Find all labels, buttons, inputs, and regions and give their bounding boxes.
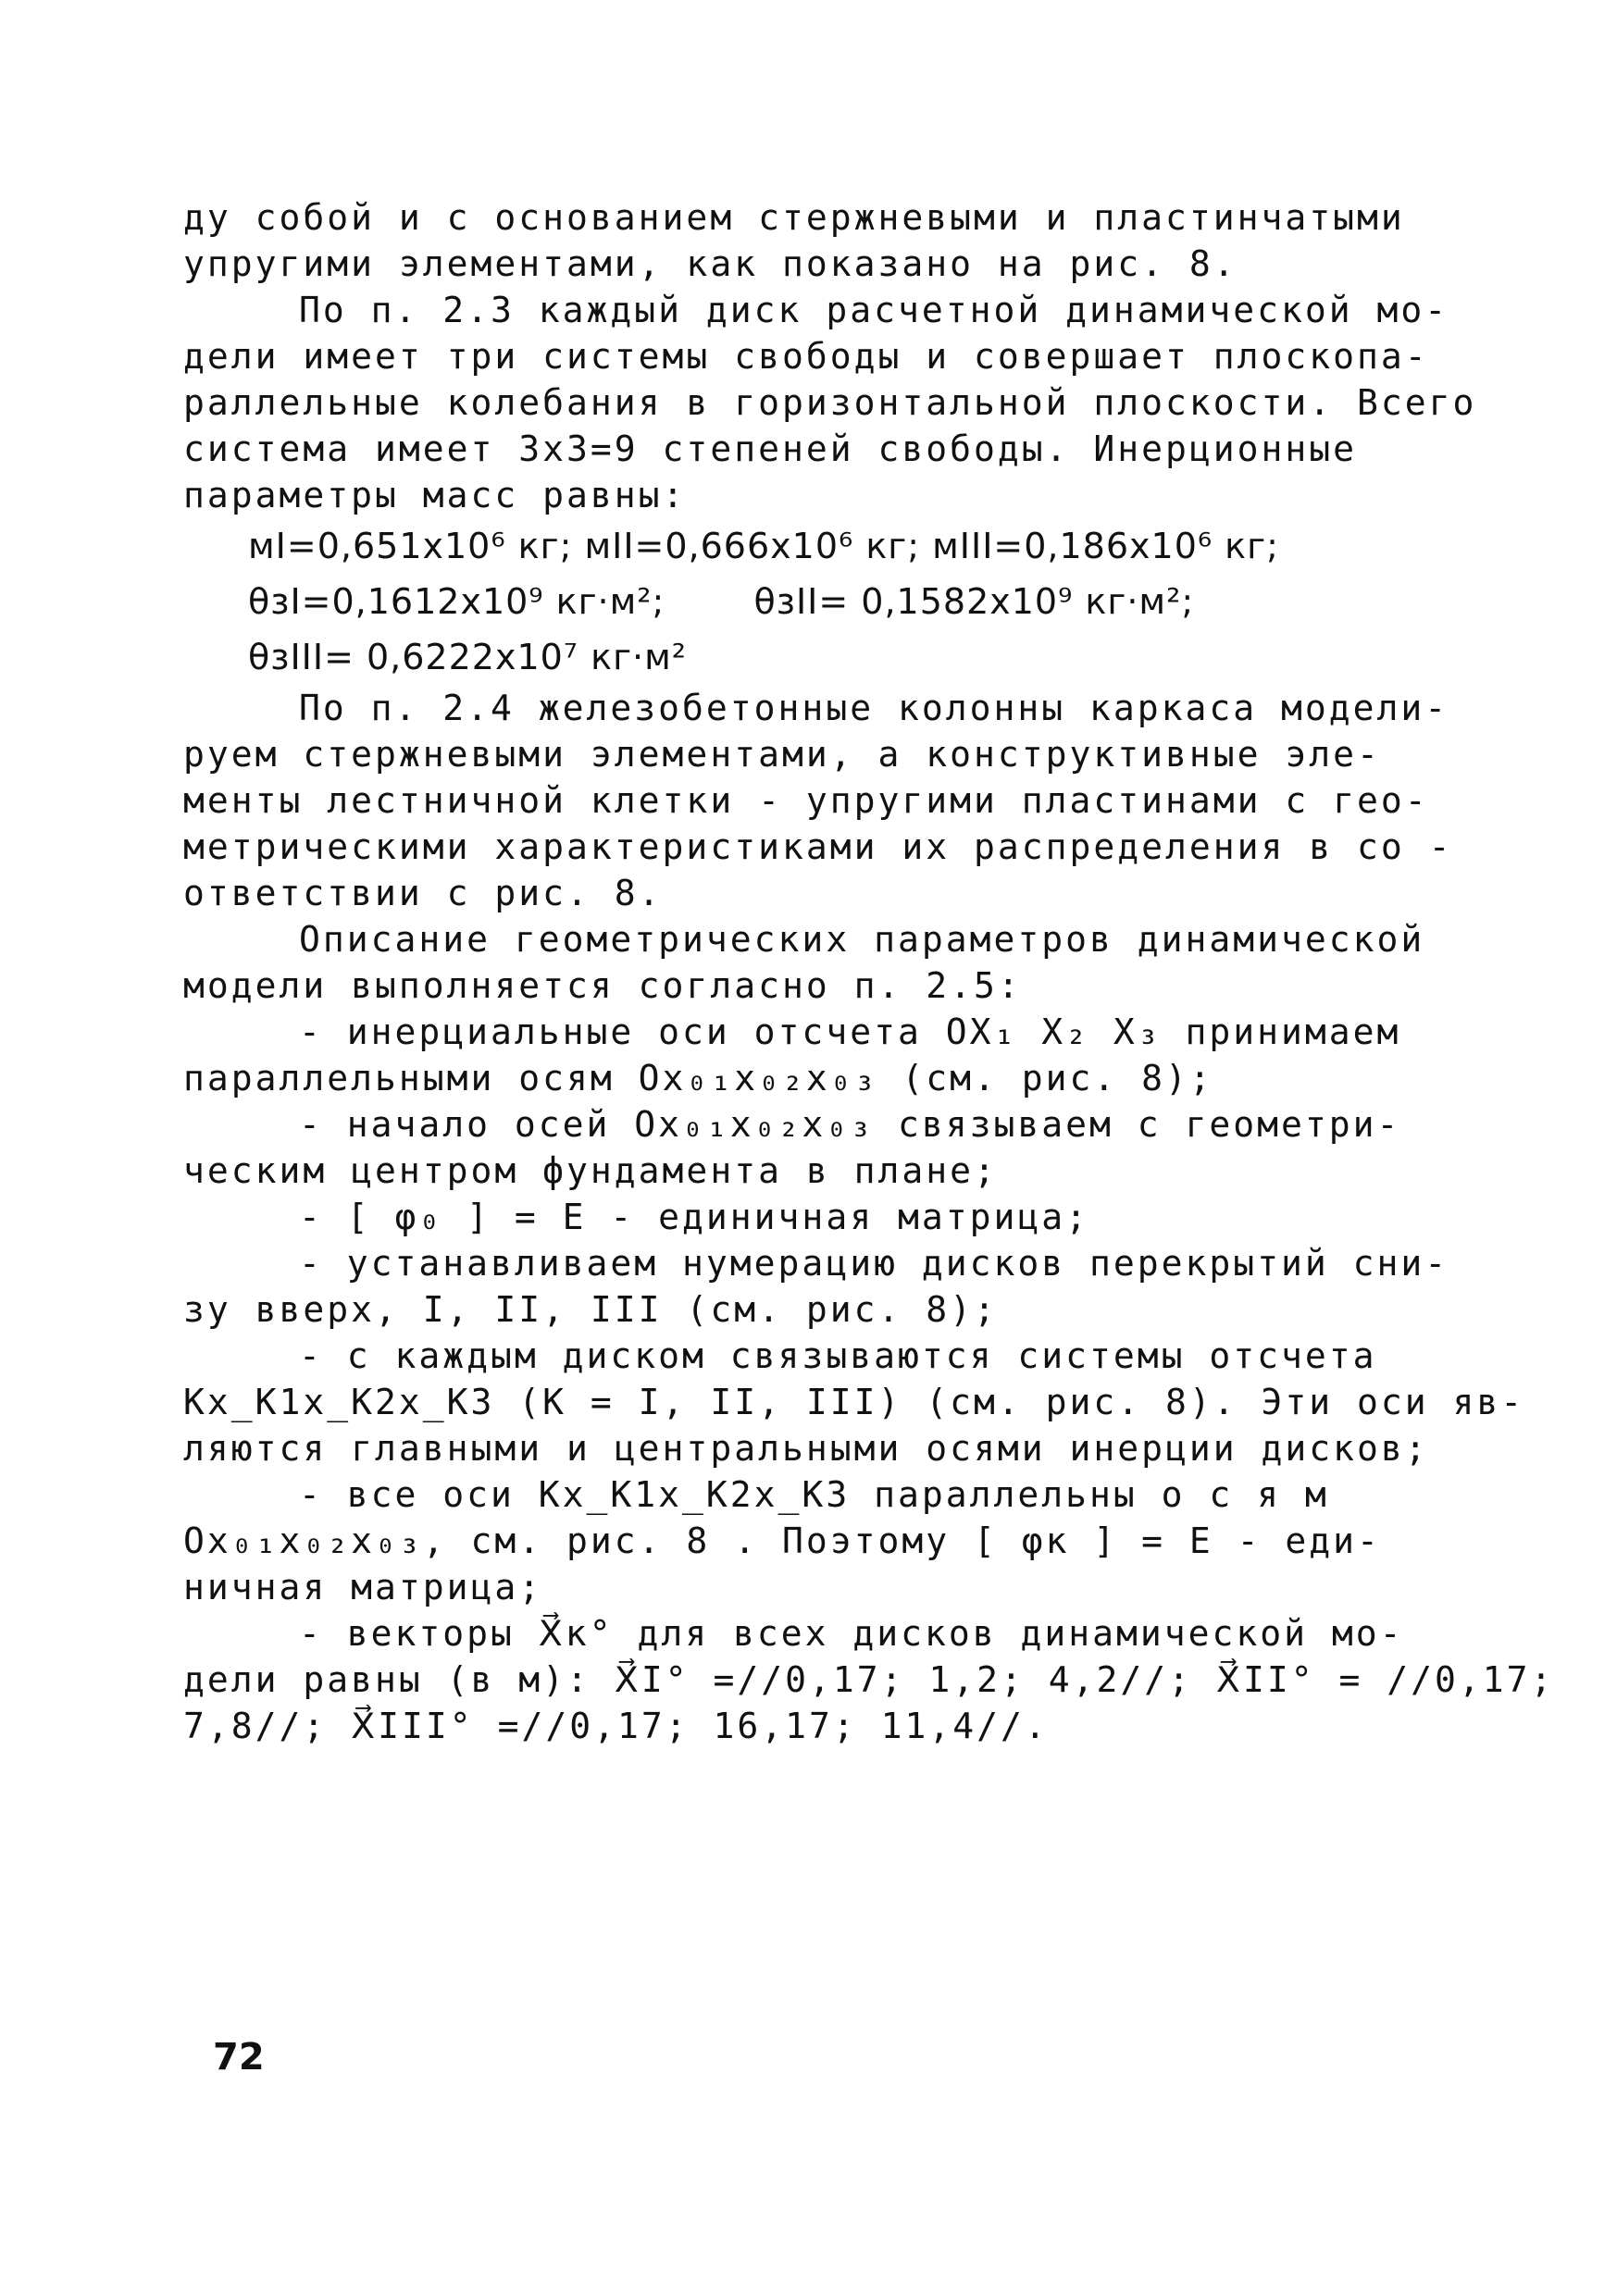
list-item-line: - все оси Kx_K1x_K2x_K3 параллельны о с я м [299,1474,1329,1515]
list-item-line: Kx_K1x_K2x_K3 (K = I, II, III) (см. рис. 8). Эти оси яв- [183,1382,1525,1422]
text-line: руем стержневыми элементами, а конструктивные эле- [183,734,1381,775]
list-item-line: 7,8//; X⃗III° =//0,17; 16,17; 11,4//. [183,1706,1049,1746]
text-line: упругими элементами, как показано на рис. 8. [183,243,1238,284]
list-item-line: ляются главными и центральными осями инерции дисков; [183,1428,1429,1469]
list-item-line: зу вверх, I, II, III (см. рис. 8); [183,1289,998,1330]
inertia-formula-1: θзI=0,1612х10⁹ кг·м²; [248,581,665,622]
text-line: дели имеет три системы свободы и совершает плоскопа- [183,336,1429,377]
list-item-line: - устанавливаем нумерацию дисков перекрытий сни- [299,1243,1449,1284]
text-line: По п. 2.3 каждый диск расчетной динамической мо- [299,290,1449,330]
mass-formula: мI=0,651х10⁶ кг; мII=0,666х10⁶ кг; мIII=0,186х10⁶ кг; [248,526,1279,566]
text-line: ответствии с рис. 8. [183,873,663,913]
list-item-line: - с каждым диском связываются системы отсчета [299,1335,1377,1376]
list-item-line: - векторы X⃗к° для всех дисков динамической мо- [299,1613,1404,1654]
text-line: раллельные колебания в горизонтальной плоскости. Всего [183,382,1477,423]
inertia-formula-3: θзIII= 0,6222х10⁷ кг·м² [248,637,688,677]
text-line: модели выполняется согласно п. 2.5: [183,965,1022,1006]
text-line: По п. 2.4 железобетонные колонны каркаса модели- [299,688,1449,728]
text-line: параметры масс равны: [183,475,687,515]
list-item-line: ничная матрица; [183,1567,543,1607]
text-line: Описание геометрических параметров динамической [299,919,1425,960]
list-item-line: параллельными осям Ox₀₁x₀₂x₀₃ (см. рис. 8); [183,1058,1213,1098]
page-number: 72 [213,2036,265,2079]
inertia-formula-row [183,574,1433,629]
text-line: система имеет 3х3=9 степеней свободы. Инерционные [183,428,1358,469]
inertia-formula-2: θзII= 0,1582х10⁹ кг·м²; [753,581,1195,622]
list-item-line: дели равны (в м): X⃗I° =//0,17; 1,2; 4,2//; X⃗II° = //0,17; [183,1659,1555,1700]
list-item-line: Ox₀₁x₀₂x₀₃, см. рис. 8 . Поэтому [ φк ] = E - еди- [183,1520,1381,1561]
list-item-line: - [ φ₀ ] = E - единичная матрица; [299,1197,1089,1237]
text-line: метрическими характеристиками их распределения в со - [183,826,1453,867]
page-body [183,194,1555,1749]
list-item-line: ческим центром фундамента в плане; [183,1150,998,1191]
text-line: менты лестничной клетки - упругими пластинами с гео- [183,780,1429,821]
list-item-line: - начало осей Ox₀₁x₀₂x₀₃ связываем с геометри- [299,1104,1401,1145]
text-line: ду собой и с основанием стержневыми и пластинчатыми [183,197,1405,238]
list-item-line: - инерциальные оси отсчета OX₁ X₂ X₃ принимаем [299,1011,1401,1052]
